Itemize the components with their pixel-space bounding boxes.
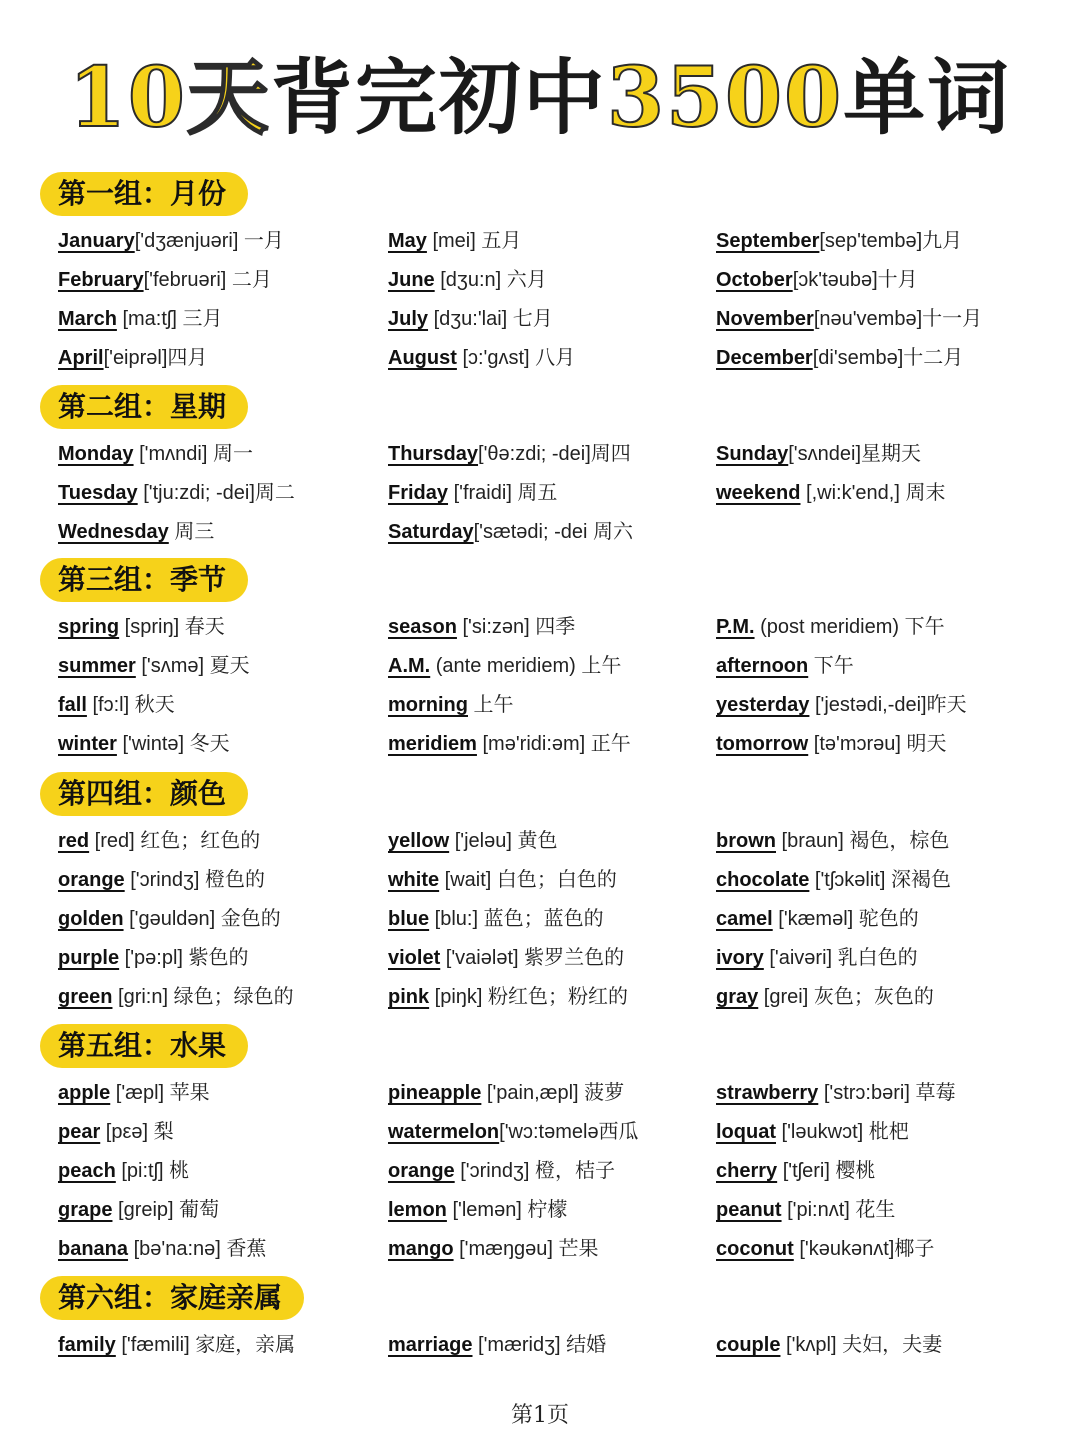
word-entry xyxy=(58,867,265,893)
english-word: family xyxy=(58,1334,116,1356)
english-word: Tuesday xyxy=(58,482,138,504)
word-entry xyxy=(716,1119,909,1145)
phonetic-and-meaning: ['mæŋgəu] 芒果 xyxy=(453,1238,599,1260)
word-entry xyxy=(716,1236,934,1262)
english-word: violet xyxy=(388,947,441,969)
word-entry xyxy=(58,984,294,1010)
english-word: tomorrow xyxy=(716,733,809,755)
phonetic-and-meaning: ['tju:zdi; -dei]周二 xyxy=(137,482,295,504)
word-entry xyxy=(716,828,949,854)
english-word: yesterday xyxy=(716,694,810,716)
english-word: summer xyxy=(58,655,136,677)
word-entry xyxy=(58,945,249,971)
phonetic-and-meaning: ['ɔrindʒ] 橙色的 xyxy=(124,869,265,891)
phonetic-and-meaning: [red] 红色；红色的 xyxy=(89,830,261,852)
english-word: Saturday xyxy=(388,521,474,543)
phonetic-and-meaning: ['æpl] 苹果 xyxy=(110,1082,210,1104)
phonetic-and-meaning: ['ɔrindʒ] 橙，桔子 xyxy=(454,1160,615,1182)
english-word: afternoon xyxy=(716,655,809,677)
english-word: September xyxy=(716,230,820,252)
phonetic-and-meaning: (post meridiem) 下午 xyxy=(754,616,945,638)
phonetic-and-meaning: ['jestədi,-dei]昨天 xyxy=(809,694,967,716)
phonetic-and-meaning: ['pə:pl] 紫色的 xyxy=(119,947,249,969)
word-entry xyxy=(58,1080,210,1106)
phonetic-and-meaning: [mə'ridi:əm] 正午 xyxy=(476,733,631,755)
phonetic-and-meaning: ['fæmili] 家庭，亲属 xyxy=(115,1334,296,1356)
phonetic-and-meaning: [pi:tʃ] 桃 xyxy=(115,1160,190,1182)
phonetic-and-meaning: 周三 xyxy=(168,521,215,543)
english-word: orange xyxy=(388,1160,455,1182)
word-entry xyxy=(388,614,575,640)
word-entry xyxy=(58,614,225,640)
english-word: Thursday xyxy=(388,443,479,465)
word-entry xyxy=(716,1197,895,1223)
english-word: February xyxy=(58,269,144,291)
english-word: weekend xyxy=(716,482,801,504)
phonetic-and-meaning: ['eiprəl]四月 xyxy=(103,347,208,369)
word-entry xyxy=(388,828,557,854)
word-entry xyxy=(716,1080,955,1106)
english-word: pink xyxy=(388,986,430,1008)
phonetic-and-meaning: ['strɔ:bəri] 草莓 xyxy=(818,1082,956,1104)
phonetic-and-meaning: ['si:zən] 四季 xyxy=(456,616,576,638)
word-entry xyxy=(58,1119,174,1145)
phonetic-and-meaning: ['ləukwɔt] 枇杷 xyxy=(776,1121,909,1143)
english-word: banana xyxy=(58,1238,129,1260)
word-entry xyxy=(388,1236,599,1262)
english-word: Sunday xyxy=(716,443,789,465)
group-header: 第一组：月份 xyxy=(40,172,248,216)
english-word: loquat xyxy=(716,1121,776,1143)
group-header: 第四组：颜色 xyxy=(40,772,248,816)
phonetic-and-meaning: ['dʒænjuəri] 一月 xyxy=(134,230,284,252)
phonetic-and-meaning: [braun] 褐色，棕色 xyxy=(776,830,950,852)
english-word: red xyxy=(58,830,90,852)
word-entry xyxy=(388,267,547,293)
phonetic-and-meaning: ['pi:nʌt] 花生 xyxy=(781,1199,896,1221)
word-entry xyxy=(716,1158,875,1184)
phonetic-and-meaning: [spriŋ] 春天 xyxy=(119,616,225,638)
word-entry xyxy=(58,1332,295,1358)
phonetic-and-meaning: [ɔ:'gʌst] 八月 xyxy=(456,347,576,369)
english-word: October xyxy=(716,269,793,291)
phonetic-and-meaning: ['tʃeri] 樱桃 xyxy=(777,1160,876,1182)
english-word: orange xyxy=(58,869,125,891)
phonetic-and-meaning: ['kəukənʌt]椰子 xyxy=(793,1238,935,1260)
phonetic-and-meaning: [dʒu:n] 六月 xyxy=(434,269,547,291)
phonetic-and-meaning: [sep'tembə]九月 xyxy=(819,230,963,252)
english-word: ivory xyxy=(716,947,764,969)
word-entry xyxy=(716,984,934,1010)
page-title xyxy=(0,48,1080,148)
phonetic-and-meaning: [pεə] 梨 xyxy=(100,1121,174,1143)
word-entry xyxy=(58,267,272,293)
word-entry xyxy=(388,906,604,932)
english-word: yellow xyxy=(388,830,450,852)
english-word: strawberry xyxy=(716,1082,819,1104)
english-word: white xyxy=(388,869,440,891)
phonetic-and-meaning: ['kʌpl] 夫妇，夫妻 xyxy=(780,1334,943,1356)
phonetic-and-meaning: [nəu'vembə]十一月 xyxy=(813,308,983,330)
english-word: lemon xyxy=(388,1199,447,1221)
english-word: chocolate xyxy=(716,869,810,891)
group-header: 第二组：星期 xyxy=(40,385,248,429)
english-word: January xyxy=(58,230,135,252)
word-entry xyxy=(716,345,963,371)
english-word: gray xyxy=(716,986,759,1008)
english-word: pineapple xyxy=(388,1082,482,1104)
word-entry xyxy=(716,306,982,332)
word-entry xyxy=(388,692,514,718)
phonetic-and-meaning: ['tʃɔkəlit] 深褐色 xyxy=(809,869,951,891)
phonetic-and-meaning: ['mʌndi] 周一 xyxy=(133,443,253,465)
english-word: A.M. xyxy=(388,655,431,677)
word-entry xyxy=(388,945,624,971)
phonetic-and-meaning: ['fraidi] 周五 xyxy=(448,482,558,504)
word-entry xyxy=(388,731,631,757)
phonetic-and-meaning: ['wintə] 冬天 xyxy=(116,733,230,755)
phonetic-and-meaning: ['pain,æpl] 菠萝 xyxy=(481,1082,625,1104)
english-word: pear xyxy=(58,1121,101,1143)
group-header: 第三组：季节 xyxy=(40,558,248,602)
word-entry xyxy=(716,228,962,254)
word-entry xyxy=(388,984,628,1010)
word-entry xyxy=(58,1236,266,1262)
english-word: season xyxy=(388,616,457,638)
english-word: brown xyxy=(716,830,776,852)
word-entry xyxy=(58,731,230,757)
english-word: green xyxy=(58,986,113,1008)
title-part-4: 单词 xyxy=(843,50,1012,146)
word-entry xyxy=(388,1119,639,1145)
english-word: morning xyxy=(388,694,468,716)
word-entry xyxy=(716,906,919,932)
title-part-2: 背完初中 xyxy=(270,50,607,146)
word-entry xyxy=(58,1158,189,1184)
word-entry xyxy=(388,1158,615,1184)
word-entry xyxy=(388,519,633,545)
phonetic-and-meaning: [mei] 五月 xyxy=(426,230,522,252)
english-word: spring xyxy=(58,616,120,638)
word-entry xyxy=(58,653,250,679)
word-entry xyxy=(716,731,947,757)
word-entry xyxy=(58,906,281,932)
english-word: golden xyxy=(58,908,124,930)
word-entry xyxy=(58,692,175,718)
group-header: 第五组：水果 xyxy=(40,1024,248,1068)
word-entry xyxy=(388,653,621,679)
phonetic-and-meaning: [dʒu:'lai] 七月 xyxy=(428,308,553,330)
word-entry xyxy=(388,345,575,371)
title-part-3: 3500 xyxy=(606,50,844,146)
phonetic-and-meaning: (ante meridiem) 上午 xyxy=(430,655,622,677)
english-word: blue xyxy=(388,908,430,930)
phonetic-and-meaning: [ma:tʃ] 三月 xyxy=(116,308,223,330)
word-entry xyxy=(716,614,945,640)
english-word: camel xyxy=(716,908,773,930)
phonetic-and-meaning: [,wi:k'end,] 周末 xyxy=(800,482,946,504)
english-word: March xyxy=(58,308,117,330)
english-word: couple xyxy=(716,1334,781,1356)
word-entry xyxy=(58,441,253,467)
page-number: 第1页 xyxy=(511,1403,569,1428)
english-word: meridiem xyxy=(388,733,477,755)
phonetic-and-meaning: ['lemən] 柠檬 xyxy=(446,1199,568,1221)
title-part-1: 10天 xyxy=(68,50,271,146)
word-entry xyxy=(716,441,921,467)
word-entry xyxy=(58,345,207,371)
english-word: August xyxy=(388,347,457,369)
word-entry xyxy=(388,1080,624,1106)
english-word: July xyxy=(388,308,429,330)
english-word: apple xyxy=(58,1082,111,1104)
word-entry xyxy=(388,441,631,467)
phonetic-and-meaning: ['sʌmə] 夏天 xyxy=(135,655,250,677)
english-word: marriage xyxy=(388,1334,473,1356)
english-word: cherry xyxy=(716,1160,778,1182)
english-word: grape xyxy=(58,1199,113,1221)
word-entry xyxy=(58,228,284,254)
phonetic-and-meaning: 下午 xyxy=(808,655,854,677)
english-word: fall xyxy=(58,694,87,716)
phonetic-and-meaning: ['sætədi; -dei 周六 xyxy=(473,521,634,543)
word-entry xyxy=(58,828,260,854)
phonetic-and-meaning: [gri:n] 绿色；绿色的 xyxy=(112,986,294,1008)
phonetic-and-meaning: ['aivəri] 乳白色的 xyxy=(763,947,918,969)
english-word: Friday xyxy=(388,482,449,504)
english-word: May xyxy=(388,230,427,252)
phonetic-and-meaning: [wait] 白色；白色的 xyxy=(439,869,617,891)
word-entry xyxy=(58,480,295,506)
english-word: coconut xyxy=(716,1238,794,1260)
english-word: June xyxy=(388,269,435,291)
phonetic-and-meaning: ['wɔ:təmelə西瓜 xyxy=(499,1121,639,1143)
word-entry xyxy=(716,480,945,506)
word-entry xyxy=(388,1332,606,1358)
phonetic-and-meaning: [tə'mɔrəu] 明天 xyxy=(808,733,947,755)
group-header: 第六组：家庭亲属 xyxy=(40,1276,304,1320)
english-word: winter xyxy=(58,733,117,755)
word-entry xyxy=(716,1332,942,1358)
english-word: Wednesday xyxy=(58,521,169,543)
english-word: peach xyxy=(58,1160,116,1182)
word-entry xyxy=(716,945,918,971)
english-word: December xyxy=(716,347,813,369)
word-entry xyxy=(716,653,854,679)
word-entry xyxy=(58,306,222,332)
phonetic-and-meaning: ['jeləu] 黄色 xyxy=(449,830,558,852)
english-word: Monday xyxy=(58,443,134,465)
english-word: mango xyxy=(388,1238,454,1260)
phonetic-and-meaning: 上午 xyxy=(468,694,514,716)
phonetic-and-meaning: ['mæridʒ] 结婚 xyxy=(472,1334,607,1356)
word-entry xyxy=(58,1197,219,1223)
english-word: November xyxy=(716,308,814,330)
phonetic-and-meaning: ['vaiələt] 紫罗兰色的 xyxy=(440,947,625,969)
phonetic-and-meaning: ['θə:zdi; -dei]周四 xyxy=(478,443,631,465)
phonetic-and-meaning: [greip] 葡萄 xyxy=(112,1199,220,1221)
phonetic-and-meaning: [ɔk'təubə]十月 xyxy=(792,269,918,291)
phonetic-and-meaning: [fɔ:l] 秋天 xyxy=(86,694,175,716)
phonetic-and-meaning: ['kæməl] 驼色的 xyxy=(772,908,919,930)
word-entry xyxy=(716,867,951,893)
phonetic-and-meaning: [grei] 灰色；灰色的 xyxy=(758,986,934,1008)
word-entry xyxy=(388,306,553,332)
phonetic-and-meaning: [bə'na:nə] 香蕉 xyxy=(128,1238,267,1260)
word-entry xyxy=(388,1197,567,1223)
word-entry xyxy=(388,228,521,254)
phonetic-and-meaning: [piŋk] 粉红色；粉红的 xyxy=(429,986,629,1008)
english-word: purple xyxy=(58,947,120,969)
word-entry xyxy=(58,519,214,545)
english-word: P.M. xyxy=(716,616,755,638)
english-word: peanut xyxy=(716,1199,782,1221)
english-word: watermelon xyxy=(388,1121,500,1143)
word-entry xyxy=(716,267,918,293)
phonetic-and-meaning: ['gəuldən] 金色的 xyxy=(123,908,281,930)
phonetic-and-meaning: ['februəri] 二月 xyxy=(143,269,272,291)
word-entry xyxy=(388,867,617,893)
phonetic-and-meaning: [di'sembə]十二月 xyxy=(812,347,964,369)
word-entry xyxy=(716,692,967,718)
phonetic-and-meaning: ['sʌndei]星期天 xyxy=(788,443,921,465)
english-word: April xyxy=(58,347,104,369)
word-entry xyxy=(388,480,557,506)
phonetic-and-meaning: [blu:] 蓝色；蓝色的 xyxy=(429,908,604,930)
